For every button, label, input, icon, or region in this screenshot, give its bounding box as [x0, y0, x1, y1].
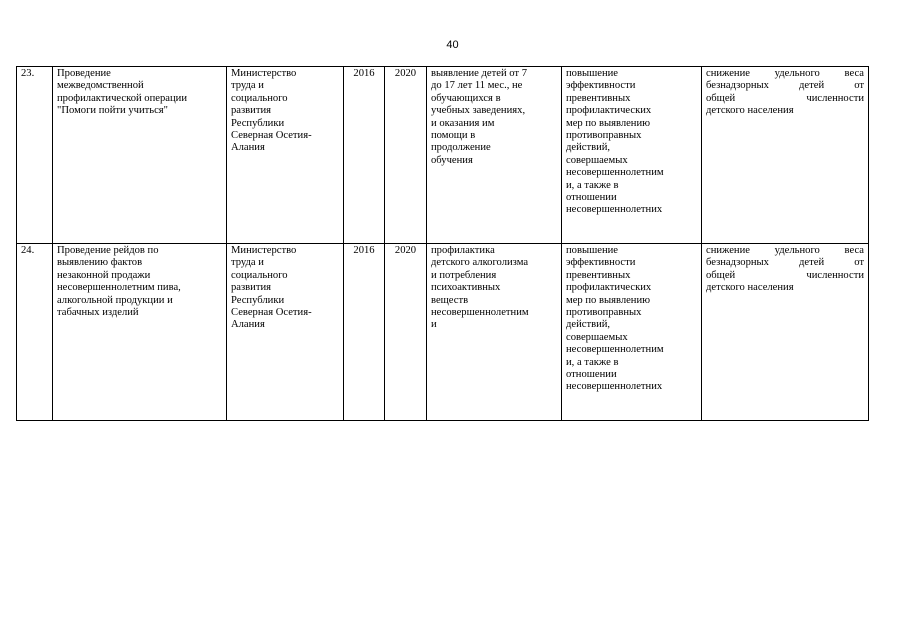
indicator-line: общей численности [706, 92, 864, 104]
indicator-cell [702, 67, 869, 244]
start-year-cell: 2016 [344, 67, 385, 244]
page-number: 40 [446, 39, 459, 51]
indicator-line: безнадзорных детей от [706, 80, 864, 92]
result-cell: повышение эффективности превентивных профилактических мер по выявлению противоправных действий, совершаемых несовершеннолетним и, а также в отношении несовершеннолетних [562, 244, 702, 421]
indicator-line: снижение удельного веса [706, 245, 864, 256]
row-number: 23. [17, 67, 53, 244]
indicator-line: снижение удельного веса [706, 68, 864, 79]
start-year-cell: 2016 [344, 244, 385, 421]
activity-cell: Проведение рейдов по выявлению фактов незаконной продажи несовершеннолетним пива, алкогольной продукции и табачных изделий [53, 244, 227, 421]
program-activities-table [16, 66, 869, 421]
executor-cell: Министерство труда и социального развития Республики Северная Осетия- Алания [227, 244, 344, 421]
result-cell: повышение эффективности превентивных профилактических мер по выявлению противоправных действий, совершаемых несовершеннолетним и, а также в отношении несовершеннолетних [562, 67, 702, 244]
indicator-line: безнадзорных детей от [706, 257, 864, 269]
executor-cell: Министерство труда и социального развития Республики Северная Осетия- Алания [227, 67, 344, 244]
end-year-cell: 2020 [385, 67, 427, 244]
direction-cell: выявление детей от 7 до 17 лет 11 мес., не обучающихся в учебных заведениях, и оказания им помощи в продолжение обучения [427, 67, 562, 244]
indicator-line: детского населения [706, 282, 794, 294]
direction-cell: профилактика детского алкоголизма и потребления психоактивных веществ несовершеннолетним и [427, 244, 562, 421]
indicator-cell [702, 244, 869, 421]
row-number: 24. [17, 244, 53, 421]
end-year-cell: 2020 [385, 244, 427, 421]
table-row [17, 244, 869, 421]
activity-cell: Проведение межведомственной профилактической операции "Помоги пойти учиться" [53, 67, 227, 244]
indicator-line: общей численности [706, 269, 864, 281]
table-row [17, 67, 869, 244]
indicator-line: детского населения [706, 105, 794, 117]
